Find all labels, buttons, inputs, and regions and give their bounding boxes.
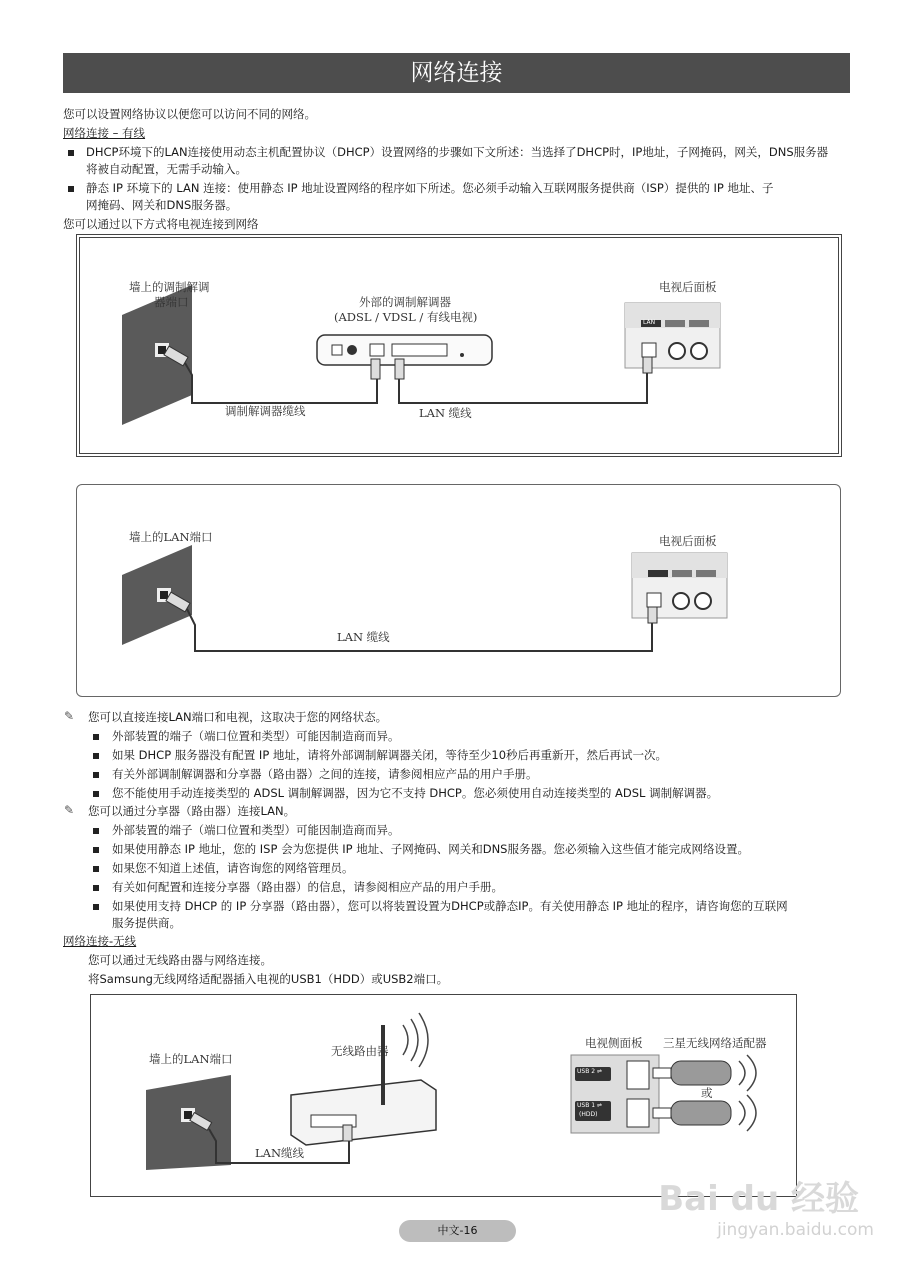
adapter-connector xyxy=(653,1108,671,1118)
note2-item-1: 外部装置的端子（端口位置和类型）可能因制造商而异。 xyxy=(112,823,400,837)
page-title: 网络连接 xyxy=(63,53,850,93)
router-body xyxy=(291,1080,436,1145)
note2-item-4: 有关如何配置和连接分享器（路由器）的信息，请参阅相应产品的用户手册。 xyxy=(112,880,503,894)
wireless-line-1: 您可以通过无线路由器与网络连接。 xyxy=(88,953,272,967)
wired-bullet-2-line-2: 网掩码、网关和DNS服务器。 xyxy=(86,198,238,212)
modem-wan-port xyxy=(370,344,384,356)
baidu-watermark: Bai du 经验 xyxy=(658,1179,859,1219)
adapter-label: 三星无线网络适配器 xyxy=(663,1036,767,1050)
usb1-label-a: USB 1 ⇌ xyxy=(577,1102,602,1109)
bullet-marker xyxy=(68,150,74,156)
tv-lan-plug xyxy=(643,357,652,373)
wall-shape xyxy=(146,1075,231,1170)
wireless-heading: 网络连接-无线 xyxy=(63,934,137,948)
wireless-adapter xyxy=(671,1101,731,1125)
bullet-marker xyxy=(93,772,99,778)
bullet-marker xyxy=(93,734,99,740)
lan-cable xyxy=(399,370,647,403)
wall-modem-label-1: 墙上的调制解调 xyxy=(129,280,210,294)
tv-lan-text: LAN xyxy=(643,319,656,326)
connect-intro: 您可以通过以下方式将电视连接到网络 xyxy=(63,217,259,231)
modem-power-switch xyxy=(332,345,342,355)
tv-port-label xyxy=(665,320,685,327)
wifi-wave xyxy=(747,1055,756,1091)
wired-bullet-2-line-1: 静态 IP 环境下的 LAN 连接：使用静态 IP 地址设置网络的程序如下所述。您必须手动输入互联网服务提供商（ISP）提供的 IP 地址、子 xyxy=(86,181,774,195)
tv-port-label xyxy=(689,320,709,327)
tv-port-label xyxy=(672,570,692,577)
note1-item-3: 有关外部调制解调器和分享器（路由器）之间的连接，请参阅相应产品的用户手册。 xyxy=(112,767,538,781)
wifi-wave xyxy=(403,1025,408,1055)
modem-label-2: (ADSL / VDSL / 有线电视) xyxy=(334,310,478,324)
adapter-connector xyxy=(653,1068,671,1078)
tv-lan-port xyxy=(642,343,656,357)
wifi-wave xyxy=(739,1061,745,1085)
wired-bullet-1-line-2: 将被自动配置，无需手动输入。 xyxy=(86,162,247,176)
note2-item-2: 如果使用静态 IP 地址，您的 ISP 会为您提供 IP 地址、子网掩码、网关和DNS服务器。您必须输入这些值才能完成网络设置。 xyxy=(112,842,749,856)
tv-port-label xyxy=(696,570,716,577)
wireless-adapter xyxy=(671,1061,731,1085)
bullet-marker xyxy=(93,847,99,853)
page-number: 中文-16 xyxy=(399,1220,516,1242)
lan-cable-label: LAN 缆线 xyxy=(419,406,472,420)
intro-text: 您可以设置网络协议以便您可以访问不同的网络。 xyxy=(63,107,316,121)
lan-cable xyxy=(187,609,652,651)
note2-item-3: 如果您不知道上述值，请咨询您的网络管理员。 xyxy=(112,861,354,875)
bullet-marker xyxy=(93,828,99,834)
bullet-marker xyxy=(93,753,99,759)
usb1-label-b: (HDD) xyxy=(579,1111,598,1118)
modem-plug-2 xyxy=(395,359,404,379)
wall-lan-label: 墙上的LAN端口 xyxy=(149,1052,233,1066)
modem-power-jack xyxy=(347,345,357,355)
wall-lan-label: 墙上的LAN端口 xyxy=(129,530,213,544)
diagram-modem-drawing xyxy=(77,235,843,458)
usb2-port xyxy=(627,1061,649,1089)
modem-led xyxy=(460,353,464,357)
bullet-marker xyxy=(93,866,99,872)
modem-cable xyxy=(185,363,377,403)
note1-item-4: 您不能使用手动连接类型的 ADSL 调制解调器，因为它不支持 DHCP。您必须使用自动连接类型的 ADSL 调制解调器。 xyxy=(112,786,719,800)
wall-modem-label-2: 器端口 xyxy=(154,295,189,309)
bullet-marker xyxy=(68,186,74,192)
note2-text: 您可以通过分享器（路由器）连接LAN。 xyxy=(88,804,296,818)
wall-jack-socket xyxy=(160,591,168,599)
diagram-direct-drawing xyxy=(77,485,842,698)
diagram-direct-lan xyxy=(76,484,841,697)
tv-av-jack xyxy=(691,343,707,359)
note1-item-2: 如果 DHCP 服务器没有配置 IP 地址，请将外部调制解调器关闭，等待至少10秒后再重新开，然后再试一次。 xyxy=(112,748,668,762)
bullet-marker xyxy=(93,904,99,910)
usb1-port xyxy=(627,1099,649,1127)
modem-label-1: 外部的调制解调器 xyxy=(359,295,451,309)
tv-lan-port xyxy=(647,593,661,607)
tv-side-label: 电视侧面板 xyxy=(585,1036,643,1050)
note-pencil-icon: ✎ xyxy=(64,709,75,723)
wifi-wave xyxy=(419,1013,428,1067)
lan-cable-label: LAN 缆线 xyxy=(337,630,390,644)
tv-lan-label-bg xyxy=(648,570,668,577)
bullet-marker xyxy=(93,791,99,797)
router-label: 无线路由器 xyxy=(331,1044,389,1058)
tv-lan-plug xyxy=(648,607,657,623)
diagram-modem-connection xyxy=(76,234,842,457)
wifi-wave xyxy=(411,1019,418,1061)
bullet-marker xyxy=(93,885,99,891)
modem-cable-label: 调制解调器缆线 xyxy=(225,404,306,418)
wired-bullet-1-line-1: DHCP环境下的LAN连接使用动态主机配置协议（DHCP）设置网络的步骤如下文所述：当选择了DHCP时，IP地址，子网掩码，网关，DNS服务器 xyxy=(86,145,829,159)
note1-text: 您可以直接连接LAN端口和电视，这取决于您的网络状态。 xyxy=(88,710,388,724)
modem-plug-1 xyxy=(371,359,380,379)
tv-av-jack xyxy=(695,593,711,609)
diagram-wireless xyxy=(90,994,797,1197)
diagram-wireless-drawing xyxy=(91,995,798,1198)
router-plug xyxy=(343,1125,352,1141)
tv-rear-label: 电视后面板 xyxy=(659,280,717,294)
wired-heading: 网络连接 – 有线 xyxy=(63,126,146,140)
note1-item-1: 外部装置的端子（端口位置和类型）可能因制造商而异。 xyxy=(112,729,400,743)
wifi-wave xyxy=(747,1095,756,1131)
note-pencil-icon: ✎ xyxy=(64,803,75,817)
usb2-label: USB 2 ⇌ xyxy=(577,1068,602,1075)
tv-rear-label: 电视后面板 xyxy=(659,534,717,548)
note2-item-5-line-1: 如果使用支持 DHCP 的 IP 分享器（路由器），您可以将装置设置为DHCP或静态IP。有关使用静态 IP 地址的程序，请咨询您的互联网 xyxy=(112,899,788,913)
modem-lan-ports xyxy=(392,344,447,356)
tv-av-jack xyxy=(669,343,685,359)
wifi-wave xyxy=(739,1101,745,1125)
baidu-watermark-url: jingyan.baidu.com xyxy=(717,1220,874,1240)
or-label: 或 xyxy=(701,1086,713,1100)
note2-item-5-line-2: 服务提供商。 xyxy=(112,916,181,930)
lan-cable-label: LAN缆线 xyxy=(255,1146,305,1160)
tv-av-jack xyxy=(673,593,689,609)
wireless-line-2: 将Samsung无线网络适配器插入电视的USB1（HDD）或USB2端口。 xyxy=(88,972,449,986)
